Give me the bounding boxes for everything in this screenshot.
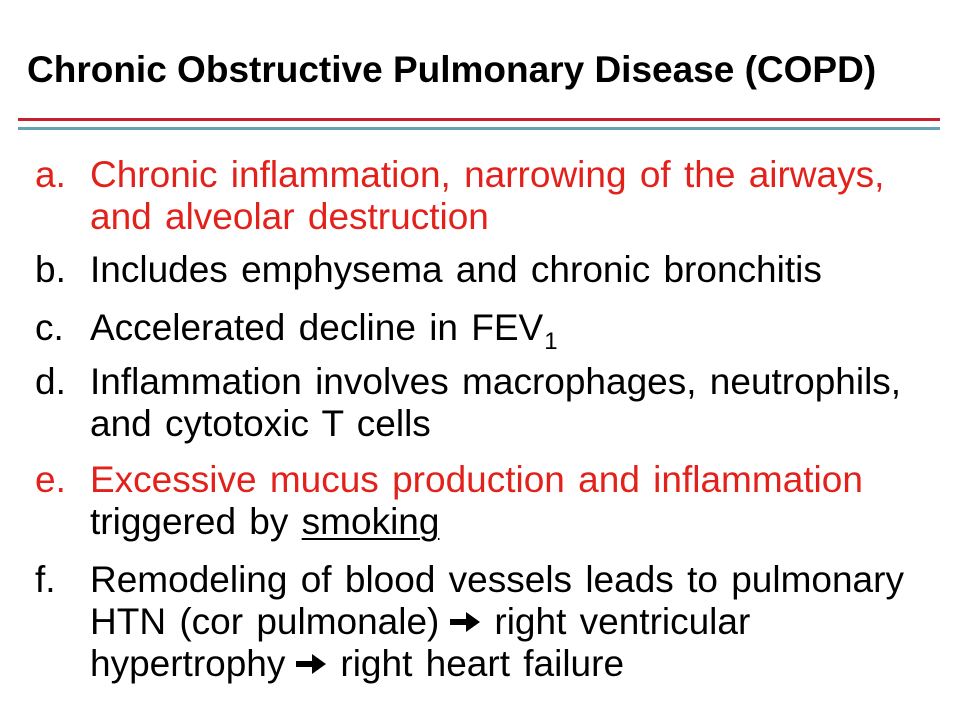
item-text-segment: right ventricular [494,601,751,642]
item-text [90,154,884,238]
underlined-term: smoking [301,501,440,542]
list-marker: c. [35,307,64,348]
item-text-segment: Accelerated decline in FEV [90,307,544,348]
item-text-line [90,307,558,355]
list-marker: e. [35,459,66,500]
item-text [90,249,822,291]
item-text-segment: hypertrophy [90,643,286,684]
right-arrow-icon [450,610,480,634]
item-text-segment: HTN (cor pulmonale) [90,601,440,642]
item-text [90,361,901,445]
item-text-line: and cytotoxic T cells [90,403,431,444]
slide-title: Chronic Obstructive Pulmonary Disease (COPD) [27,49,877,90]
item-text-line [90,501,863,543]
item-text-line [90,643,904,685]
item-text-segment: triggered by [90,501,289,542]
item-text-line: Remodeling of blood vessels leads to pulmonary [90,559,904,600]
item-text [90,559,904,685]
item-text [90,459,863,543]
list-marker: d. [35,361,66,402]
item-text-line: and alveolar destruction [90,196,489,237]
item-text-line: Excessive mucus production and inflammation [90,459,863,500]
item-text-line [90,601,904,643]
item-text-line: Includes emphysema and chronic bronchitis [90,249,822,290]
fev-subscript: 1 [544,328,558,355]
list-marker: f. [35,559,56,600]
item-text-line: Chronic inflammation, narrowing of the airways, [90,154,885,195]
item-text-line: Inflammation involves macrophages, neutrophils, [90,361,902,402]
item-text [90,307,558,355]
list-marker: b. [35,249,66,290]
item-text-segment: right heart failure [340,643,625,684]
right-arrow-icon [296,652,326,676]
list-marker: a. [35,154,66,195]
